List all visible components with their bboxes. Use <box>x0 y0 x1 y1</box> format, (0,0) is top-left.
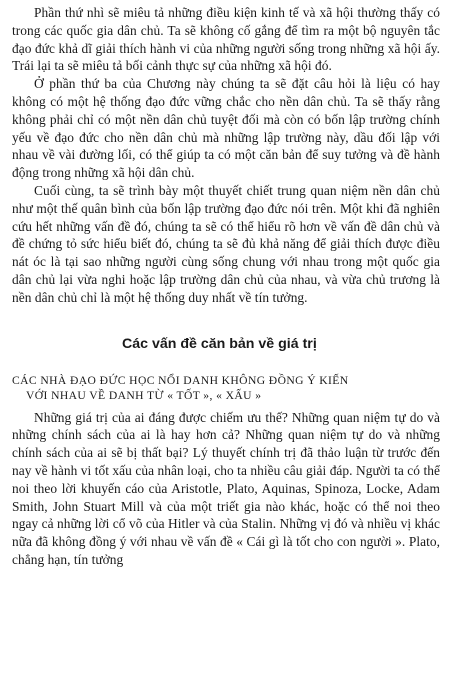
paragraph-values: Những giá trị của ai đáng được chiếm ưu thế? Những quan niệm tự do và những chính sách của ai là hay hơn cả? Những quan niệm tự do và những chính sách của ai sẽ bị thất bại? Lý thuyết chính trị đã thảo luận từ trước đến nay về hành vi tốt xấu của nhân loại, cho ta nhiều câu giải đáp. Người ta có thể noi theo lời khuyến cáo của Aristotle, Plato, Aquinas, Spinoza, Locke, Adam Smith, John Stuart Mill và của một triết gia nào khác, hoặc có thể noi theo ngay cả những lời cổ võ của Hitler và của Stalin. Những vị đó và nhiều vị khác nữa đã không đồng ý với nhau về vấn đề « Cái gì là tốt cho con người ». Plato, chẳng hạn, tín tưởng <box>12 409 440 567</box>
subheading-line-2: VỚI NHAU VỀ DANH TỪ « TỐT », « XẤU » <box>26 388 262 402</box>
paragraph-part-three: Ở phần thứ ba của Chương này chúng ta sẽ đặt câu hỏi là liệu có hay không có một hệ thống đạo đức vững chắc cho nền dân chủ. Ta sẽ thấy rằng không phải chỉ có một nền dân chủ tuyệt đối mà còn có bốn lập trường chính yếu về đạo đức cho nền dân chủ mà những lập trường này, dầu đối lập với nhau về vài đường lối, có thể giúp ta có một căn bản để suy tưởng và đề hành động trong những xã hội dân chủ. <box>12 76 440 181</box>
subheading <box>12 373 440 403</box>
section-title: Các vấn đề căn bản về giá trị <box>122 335 317 352</box>
paragraph-part-two: Phần thứ nhì sẽ miêu tả những điều kiện kinh tế và xã hội thường thấy có trong các quốc gia dân chủ. Ta sẽ không cố gắng để tìm ra một bộ nguyên tắc đạo đức khả dĩ giải thích hành vi của những người sống trong những xã hội ấy. Trái lại ta sẽ miêu tả bối cảnh thực sự của những xã hội đó. <box>12 5 440 74</box>
paragraph-conclusion: Cuối cùng, ta sẽ trình bày một thuyết chiết trung quan niệm nền dân chủ như một thế quân bình của bốn lập trường đạo đức nói trên. Một khi đã nghiên cứu hết những vấn đề đó, chúng ta sẽ có thể hiểu rõ hơn về vấn đề dân chủ và đề chứng tỏ sức hiểu biết đó, chúng ta sẽ đủ khả năng để giải thích được điều nát óc là tại sao những người cùng sống chung với nhau trong một quốc gia dân chủ lại vừa nghi hoặc lập trường dân chủ của nhau, và vừa chủ trương là nền dân chủ chỉ là một hệ thống duy nhất về tín tưởng. <box>12 182 440 305</box>
subheading-line-1: CÁC NHÀ ĐẠO ĐỨC HỌC NỔI DANH KHÔNG ĐỒNG Ý KIẾN <box>12 373 349 387</box>
